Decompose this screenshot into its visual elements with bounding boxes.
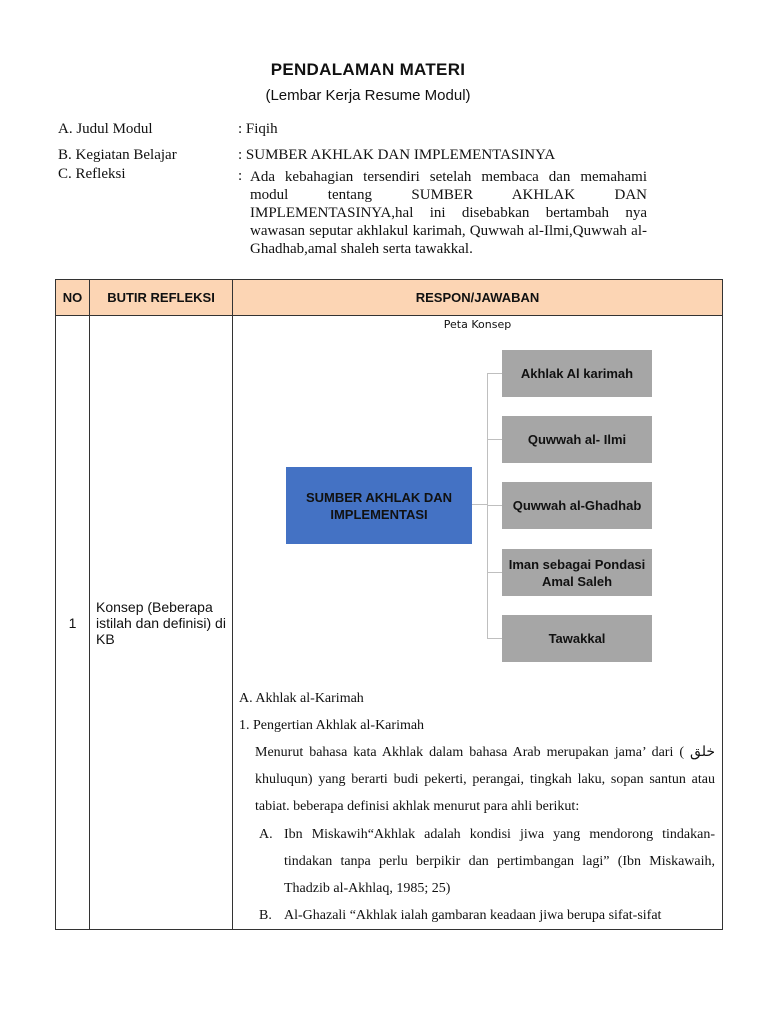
list-marker: B. (259, 908, 272, 923)
header-butir: BUTIR REFLEKSI (90, 280, 233, 316)
connector (487, 373, 502, 374)
concept-node: Iman sebagai Pondasi Amal Saleh (502, 549, 652, 596)
concept-node: Quwwah al- Ilmi (502, 416, 652, 463)
peta-konsep-title: Peta Konsep (443, 318, 512, 331)
page-subtitle: (Lembar Kerja Resume Modul) (265, 87, 471, 104)
refleksi-label: C. Refleksi (58, 166, 126, 182)
connector (472, 504, 487, 505)
header-respon: RESPON/JAWABAN (233, 280, 723, 316)
connector (487, 505, 502, 506)
section-heading: A. Akhlak al-Karimah (239, 691, 364, 706)
refleksi-colon: : (238, 168, 243, 184)
definition-paragraph: Menurut bahasa kata Akhlak dalam bahasa Arab merupakan jama’ dari ( خلق khuluqun) yang berarti budi pekerti, perangai, tingkah laku, sopan santun atau tabiat. beberapa definisi akhlak menurut para ahli berikut: (255, 745, 715, 814)
judul-value: : Fiqih (238, 121, 278, 137)
subsection-heading: 1. Pengertian Akhlak al-Karimah (239, 718, 425, 733)
judul-label: A. Judul Modul (58, 121, 153, 137)
page-title: PENDALAMAN MATERI (270, 60, 466, 79)
list-item: Ibn Miskawih“Akhlak adalah kondisi jiwa yang mendorong tindakan-tindakan tanpa perlu berpikir dan pertimbangan lagi” (Ibn Miskawaih, Thadzib al-Akhlaq, 1985; 25) (284, 827, 715, 896)
concept-center-node: SUMBER AKHLAK DAN IMPLEMENTASI (286, 467, 472, 544)
list-item: Al-Ghazali “Akhlak ialah gambaran keadaan jiwa berupa sifat-sifat (284, 908, 662, 923)
connector (487, 638, 502, 639)
connector (487, 572, 502, 573)
connector (487, 439, 502, 440)
table-header-row (56, 280, 723, 316)
kegiatan-value: : SUMBER AKHLAK DAN IMPLEMENTASINYA (238, 147, 556, 163)
concept-node: Tawakkal (502, 615, 652, 662)
table-row (56, 316, 723, 930)
concept-node: Akhlak Al karimah (502, 350, 652, 397)
reflection-table (55, 279, 723, 930)
refleksi-value: Ada kebahagian tersendiri setelah membaca dan memahami modul tentang SUMBER AKHLAK DAN IMPLEMENTASINYA,hal ini disebabkan bertambah nya wawasan seputar akhlakul karimah, Quwwah al-Ilmi,Quwwah al-Ghadhab,amal shaleh serta tawakkal. (250, 169, 647, 257)
row-number: 1 (56, 316, 90, 930)
row-respon (233, 316, 723, 930)
header-no: NO (56, 280, 90, 316)
kegiatan-label: B. Kegiatan Belajar (58, 147, 177, 163)
row-butir: Konsep (Beberapa istilah dan definisi) di KB (90, 316, 233, 930)
concept-node: Quwwah al-Ghadhab (502, 482, 652, 529)
list-marker: A. (259, 827, 273, 842)
